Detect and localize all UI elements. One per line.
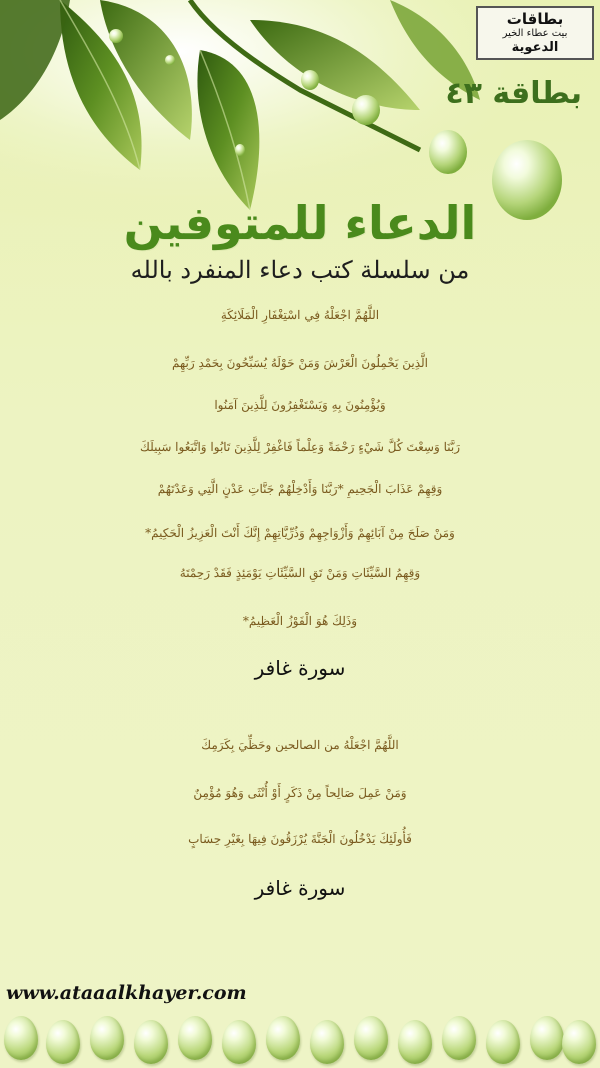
verse-line: وَيُؤْمِنُونَ بِهِ وَيَسْتَغْفِرُونَ لِلَّذِينَ آمَنُوا: [214, 398, 386, 412]
verse-line: رَبَّنَا وَسِعْتَ كُلَّ شَيْءٍ رَحْمَةً وَعِلْماً فَاغْفِرْ لِلَّذِينَ تَابُوا وَاتَّبَعُوا سَبِيلَكَ: [139, 440, 460, 454]
website-link[interactable]: www.ataaalkhayer.com: [6, 982, 247, 1004]
verse-line: اللَّهُمَّ اجْعَلْهُ فِي اسْتِغْفَارِ الْمَلَائِكَةِ: [220, 308, 380, 322]
verse-line: اللَّهُمَّ اجْعَلْهُ من الصالحين وحَظِّيَ بِكَرَمِكَ: [201, 738, 399, 752]
verse-line: وَقِهِمُ السَّيِّئَاتِ وَمَنْ تَقِ السَّيِّئَاتِ يَوْمَئِذٍ فَقَدْ رَحِمْتَهُ: [179, 566, 421, 580]
page-title: الدعاء للمتوفين: [123, 196, 477, 250]
water-drop-icon: [178, 1016, 212, 1060]
logo-text-line3: الدعوية: [511, 40, 559, 55]
surah-source: سورة غافر: [254, 656, 346, 680]
water-drop-icon: [266, 1016, 300, 1060]
water-drop-icon: [134, 1020, 168, 1064]
water-drop-icon: [90, 1016, 124, 1060]
water-drop-icon: [222, 1020, 256, 1064]
series-subtitle: من سلسلة كتب دعاء المنفرد بالله: [130, 256, 470, 284]
logo-text-line2: بيت عطاء الخير: [502, 28, 568, 39]
publisher-logo: [476, 6, 594, 60]
verse-line: فَأُولَئِكَ يَدْخُلُونَ الْجَنَّةَ يُرْزَقُونَ فِيهَا بِغَيْرِ حِسَابٍ: [188, 832, 412, 846]
verse-line: وَذَلِكَ هُوَ الْفَوْزُ الْعَظِيمُ*: [242, 614, 358, 628]
logo-text-line1: بطاقات: [506, 10, 564, 28]
water-drop-icon: [486, 1020, 520, 1064]
water-drop-icon: [4, 1016, 38, 1060]
verse-line: وَمَنْ عَمِلَ صَالِحاً مِنْ ذَكَرٍ أَوْ أُنْثَى وَهُوَ مُؤْمِنٌ: [193, 786, 407, 800]
water-drop-icon: [354, 1016, 388, 1060]
surah-source: سورة غافر: [254, 876, 346, 900]
water-drop-icon: [562, 1020, 596, 1064]
water-drop-icon: [530, 1016, 564, 1060]
verse-line: الَّذِينَ يَحْمِلُونَ الْعَرْشَ وَمَنْ حَوْلَهُ يُسَبِّحُونَ بِحَمْدِ رَبِّهِمْ: [172, 356, 428, 370]
water-drop-icon: [46, 1020, 80, 1064]
verse-line: وَمَنْ صَلَحَ مِنْ آبَائِهِمْ وَأَزْوَاجِهِمْ وَذُرِّيَّاتِهِمْ إِنَّكَ أَنْتَ الْعَزِيزُ الْحَكِيمُ*: [145, 526, 455, 540]
verse-line: وَقِهِمْ عَذَابَ الْجَحِيمِ *رَبَّنَا وَأَدْخِلْهُمْ جَنَّاتِ عَدْنٍ الَّتِي وَعَدْتَهُمْ: [157, 482, 443, 496]
card-number: بطاقة ٤٣: [445, 76, 582, 111]
water-drop-icon: [442, 1016, 476, 1060]
water-drop-icon: [310, 1020, 344, 1064]
water-drops-border: [0, 1010, 600, 1068]
water-drop-icon: [398, 1020, 432, 1064]
